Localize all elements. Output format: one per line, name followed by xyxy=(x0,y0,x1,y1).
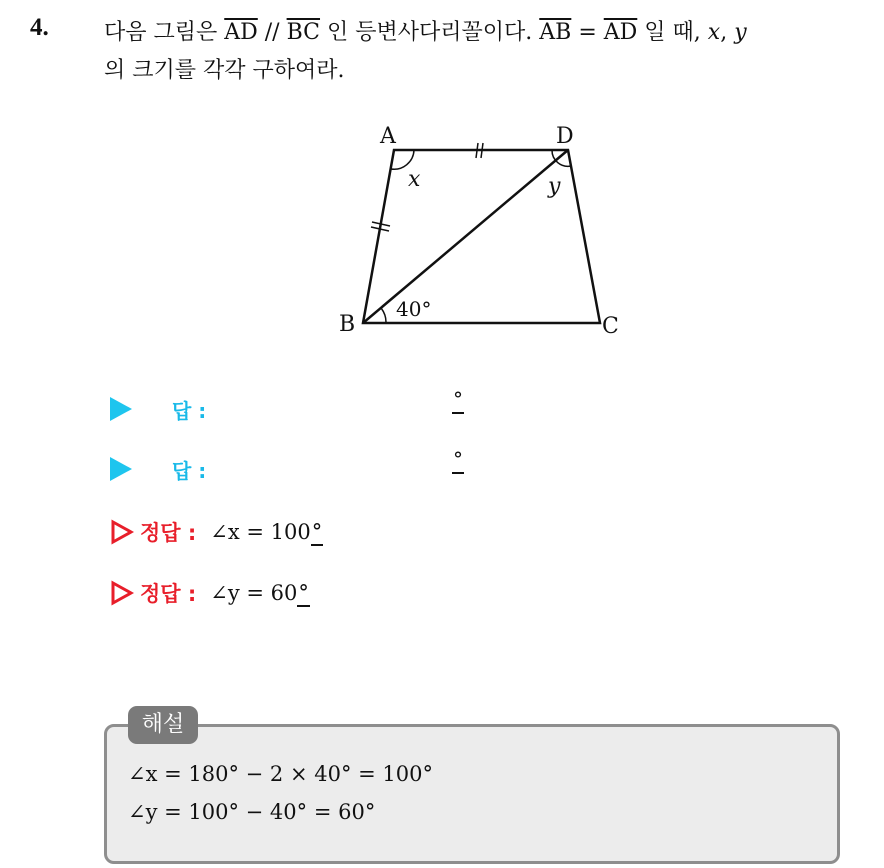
outline-play-icon xyxy=(110,580,134,606)
solution-value: ∠y = 60° xyxy=(210,581,309,605)
vertex-d-label: D xyxy=(556,124,574,149)
question-line-1: 다음 그림은 $\overline{AD} // \overline{BC}$ 인 등변사다리꼴이다. $\overline{AB} = \overline{AD}$ 일 때, x, y xyxy=(104,20,747,45)
explanation-box xyxy=(104,724,840,864)
answer-row-1 xyxy=(110,387,463,426)
explanation-line-1: ∠x = 180° − 2 × 40° = 100° xyxy=(128,762,433,786)
tick-ad-2 xyxy=(481,143,483,158)
answer-blank[interactable]: ° xyxy=(452,446,464,474)
answer-label: 답 : xyxy=(172,458,207,483)
answer-row-2 xyxy=(110,447,463,486)
angle-b-label: 40° xyxy=(396,297,432,321)
trapezoid-diagram xyxy=(330,110,650,350)
solution-label: 정답 : xyxy=(140,521,197,545)
explanation-tab: 해설 xyxy=(128,706,198,744)
segment-ab: $\overline{AB}$ xyxy=(539,20,572,45)
vertex-b-label: B xyxy=(339,312,356,337)
solution-row-2 xyxy=(110,576,310,610)
explanation-line-2: ∠y = 100° − 40° = 60° xyxy=(128,800,376,824)
angle-x-label: x xyxy=(408,167,421,192)
variable-x: x xyxy=(707,20,721,45)
vertex-a-label: A xyxy=(380,124,396,149)
outline-play-icon xyxy=(110,519,134,545)
variable-y: y xyxy=(734,20,747,45)
segment-bc: $\overline{BC}$ xyxy=(286,20,321,45)
play-icon xyxy=(110,457,132,481)
vertex-c-label: C xyxy=(602,314,619,339)
play-icon xyxy=(110,397,132,421)
trapezoid-figure xyxy=(330,110,650,350)
solution-label: 정답 : xyxy=(140,582,197,606)
angle-arc-b xyxy=(381,308,386,323)
solution-value: ∠x = 100° xyxy=(210,520,323,544)
segment-ad-2: $\overline{AD}$ xyxy=(603,20,638,45)
question-text xyxy=(104,14,864,90)
angle-y-label: y xyxy=(548,174,561,199)
solution-row-1 xyxy=(110,515,323,549)
diagonal-bd xyxy=(363,150,568,323)
question-number: 4. xyxy=(30,14,49,41)
tick-ad-1 xyxy=(476,143,478,158)
answer-blank[interactable]: ° xyxy=(452,386,464,414)
segment-ad: $\overline{AD}$ xyxy=(224,20,258,45)
question-line-2: 의 크기를 각각 구하여라. xyxy=(104,58,345,83)
answer-label: 답 : xyxy=(172,398,207,423)
